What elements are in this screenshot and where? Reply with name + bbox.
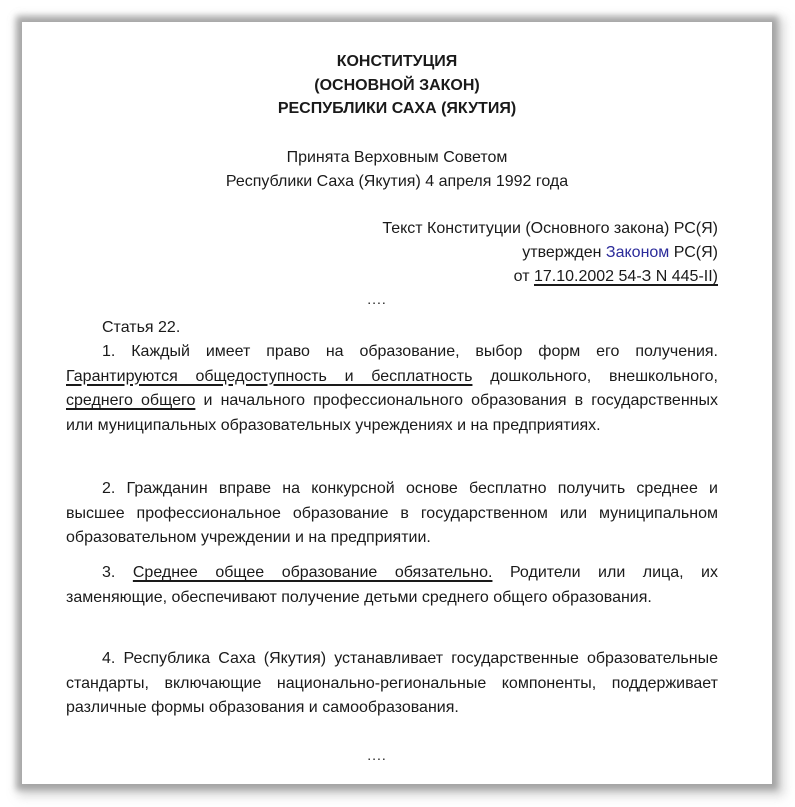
law-link[interactable]: Законом <box>605 244 670 261</box>
paragraph-1-underline-2: среднего общего <box>66 392 196 409</box>
approval-line-2-suffix: РС(Я) <box>669 244 718 261</box>
approval-line-3-prefix: от <box>513 268 534 285</box>
paragraph-1-underline-1: Гарантируются общедоступность и бесплатность <box>66 367 473 385</box>
document-title-line-3: РЕСПУБЛИКИ САХА (ЯКУТИЯ) <box>277 100 517 117</box>
paragraph-3-text-b: Родители или лица, их заменяющие, обеспечивают получение детьми среднего общего образования. <box>66 564 718 606</box>
document-title-line-2: (ОСНОВНОЙ ЗАКОН) <box>314 77 480 94</box>
approval-line-1: Текст Конституции (Основного закона) РС(Я) <box>382 220 718 237</box>
document-title-line-1: КОНСТИТУЦИЯ <box>336 53 458 70</box>
approval-line-3 <box>514 266 718 288</box>
document-page <box>22 22 772 784</box>
paragraph-3-text-a: 3. <box>102 564 133 581</box>
paragraph-4: 4. Республика Саха (Якутия) устанавливает государственные образовательные стандарты, включающие национально-региональные компоненты, поддерживает различные формы образования и самообразования. <box>66 650 718 716</box>
approval-line-2-prefix: утвержден <box>522 244 606 261</box>
paragraph-1 <box>66 340 718 438</box>
paragraph-1-text-b: дошкольного, внешкольного, <box>472 367 718 385</box>
adoption-line-2: Республики Саха (Якутия) 4 апреля 1992 года <box>225 173 569 190</box>
paragraph-3-underline: Среднее общее образование обязательно. <box>132 564 493 581</box>
paragraph-1-text-c: и начального профессионального образования в государственных или муниципальных образовательных учреждениях и на предприятиях. <box>66 392 719 434</box>
article-title: Статья 22. <box>102 319 181 336</box>
paragraph-1-text-a: 1. Каждый имеет право на образование, выбор форм его получения. <box>102 343 718 360</box>
adoption-line-1: Принята Верховным Советом <box>286 149 508 166</box>
ellipsis-top: .... <box>367 291 387 307</box>
approval-line-2 <box>522 242 718 264</box>
approval-date-underlined: 17.10.2002 54-З N 445-II) <box>534 268 718 285</box>
paragraph-2: 2. Гражданин вправе на конкурсной основе бесплатно получить среднее и высшее профессиональное образование в государственном или муниципальном образовательном учреждении и на предприятии. <box>66 480 718 546</box>
paragraph-3 <box>66 561 718 610</box>
ellipsis-bottom: .... <box>367 747 387 763</box>
